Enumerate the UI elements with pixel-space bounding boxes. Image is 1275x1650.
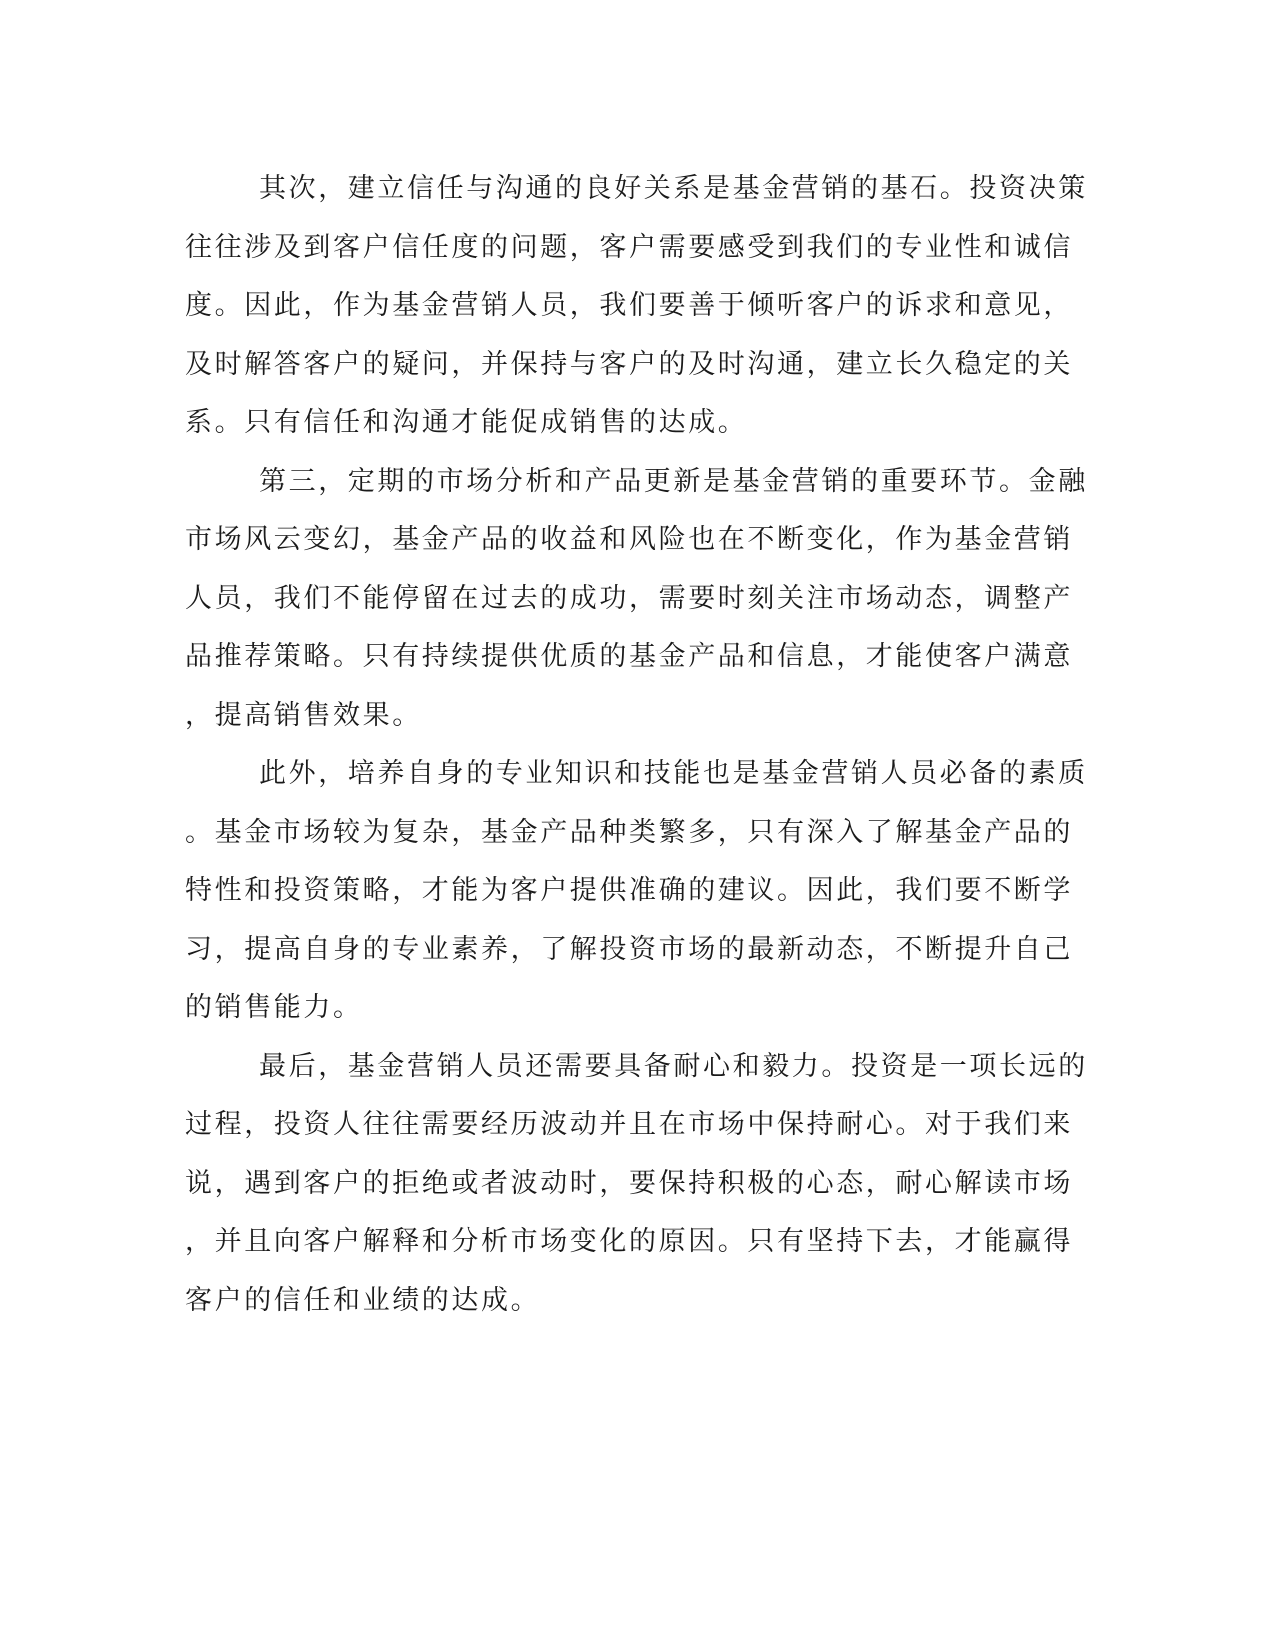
text-line: 人员，我们不能停留在过去的成功，需要时刻关注市场动态，调整产 [185, 582, 1073, 614]
text-line: 市场风云变幻，基金产品的收益和风险也在不断变化，作为基金营销 [185, 524, 1073, 555]
text-line: 习，提高自身的专业素养，了解投资市场的最新动态，不断提升自己 [185, 933, 1073, 965]
text-line: 特性和投资策略，才能为客户提供准确的建议。因此，我们要不断学 [185, 875, 1073, 906]
text-line: 。基金市场较为复杂，基金产品种类繁多，只有深入了解基金产品的 [185, 816, 1073, 848]
text-line: 客户的信任和业绩的达成。 [185, 1284, 541, 1316]
document-body [185, 160, 1088, 1330]
text-line: 往往涉及到客户信任度的问题，客户需要感受到我们的专业性和诚信 [185, 231, 1073, 263]
text-line: 度。因此，作为基金营销人员，我们要善于倾听客户的诉求和意见， [185, 290, 1073, 321]
text-line: ，并且向客户解释和分析市场变化的原因。只有坚持下去，才能赢得 [185, 1226, 1073, 1257]
text-line: 系。只有信任和沟通才能促成销售的达成。 [185, 407, 748, 438]
text-line: 及时解答客户的疑问，并保持与客户的及时沟通，建立长久稳定的关 [185, 348, 1073, 380]
text-line: 说，遇到客户的拒绝或者波动时，要保持积极的心态，耐心解读市场 [185, 1167, 1073, 1199]
paragraph-professional-skills [185, 745, 1088, 1038]
paragraph-patience-perseverance [185, 1038, 1088, 1331]
paragraph-trust-communication [185, 160, 1088, 453]
text-line: 过程，投资人往往需要经历波动并且在市场中保持耐心。对于我们来 [185, 1109, 1073, 1140]
text-line: 品推荐策略。只有持续提供优质的基金产品和信息，才能使客户满意 [185, 641, 1073, 672]
text-line: 最后，基金营销人员还需要具备耐心和毅力。投资是一项长远的 [259, 1050, 1088, 1082]
text-line: 此外，培养自身的专业知识和技能也是基金营销人员必备的素质 [259, 758, 1088, 789]
text-line: 的销售能力。 [185, 992, 363, 1023]
text-line: 其次，建立信任与沟通的良好关系是基金营销的基石。投资决策 [259, 173, 1088, 204]
text-line: 第三，定期的市场分析和产品更新是基金营销的重要环节。金融 [259, 465, 1088, 497]
paragraph-market-analysis [185, 453, 1088, 746]
text-line: ，提高销售效果。 [185, 699, 422, 731]
